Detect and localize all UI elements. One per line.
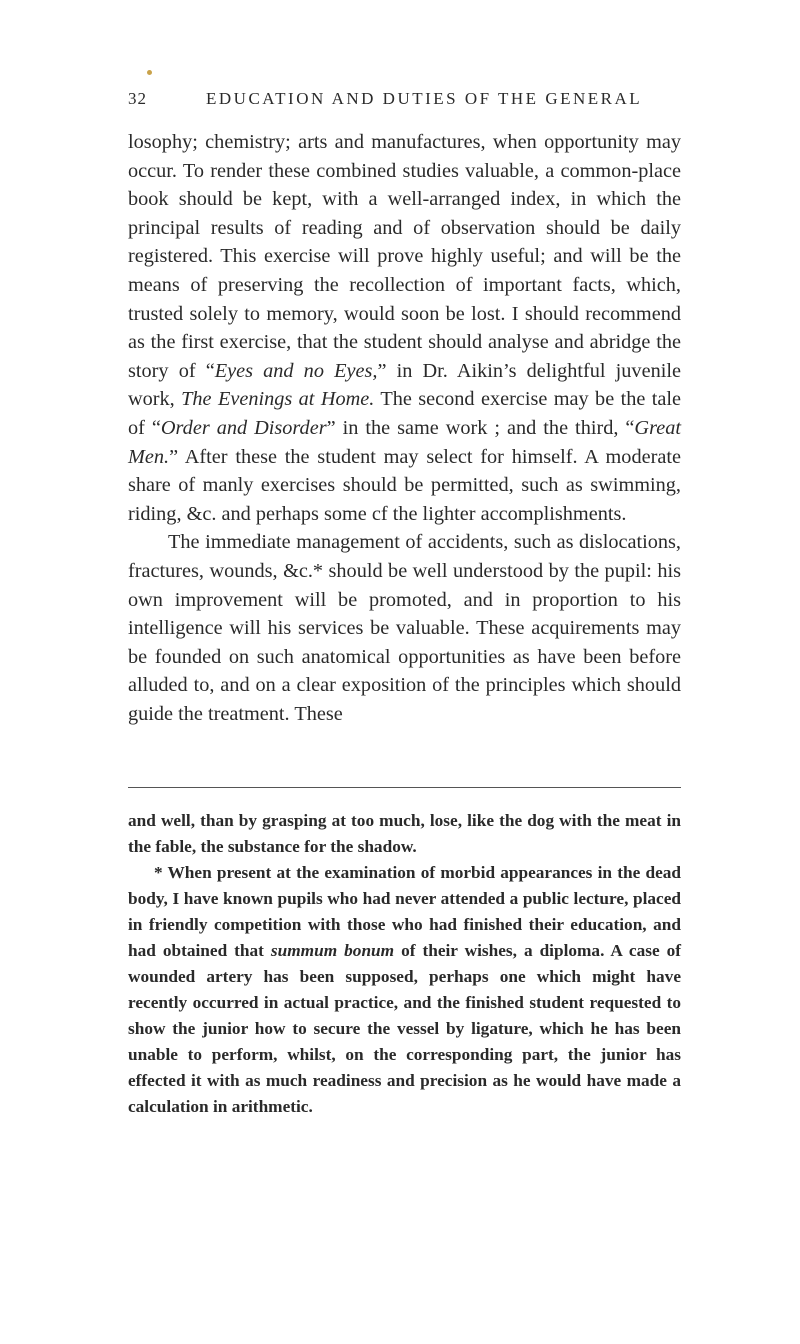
paragraph-1: losophy; chemistry; arts and manufactures, when opportunity may occur. To render these combined studies valuable, a common-place book should be kept, with a well-arranged index, in which the principal results of reading and of observation should be daily registered. This exercise will prove highly useful; and will be the means of preserving the recollection of important facts, which, trusted solely to memory, would soon be lost. I should recommend as the first exercise, that the student should analyse and abridge the story of “Eyes and no Eyes,” in Dr. Aikin’s delightful juvenile work, The Evenings at Home. The second exercise may be the tale of “Order and Disorder” in the same work ; and the third, “Great Men.” After these the student may select for himself. A moderate share of manly exercises should be permitted, such as swimming, riding, &c. and perhaps some cf the lighter accomplishments. <box>128 131 682 525</box>
footnotes <box>128 808 681 1120</box>
running-head: EDUCATION AND DUTIES OF THE GENERAL <box>206 89 643 108</box>
title-evenings-at-home: The Evenings at Home. <box>181 388 375 411</box>
footnote-divider <box>128 787 681 788</box>
title-order-and-disorder: Order and Disorder <box>160 416 327 439</box>
latin-phrase: summum bonum <box>270 941 395 960</box>
title-great-men: Great Men. <box>128 416 681 468</box>
page-number: 32 <box>128 89 147 108</box>
footnote-continued: and well, than by grasping at too much, lose, like the dog with the meat in the fable, the substance for the shadow. <box>128 811 681 856</box>
ink-dot <box>147 70 152 75</box>
title-eyes-and-no-eyes: Eyes and no Eyes, <box>214 359 378 382</box>
footnote-star: * When present at the examination of morbid appearances in the dead body, I have known pupils who had never attended a public lecture, placed in friendly competition with those who had finished their education, and had obtained that summum bonum of their wishes, a diploma. A case of wounded artery has been supposed, perhaps one which might have recently occurred in actual practice, and the finished student requested to show the junior how to secure the vessel by ligature, which he has been unable to perform, whilst, on the corresponding part, the junior has effected it with as much readiness and precision as he would have made a calculation in arithmetic. <box>128 863 681 1116</box>
paragraph-2: The immediate management of accidents, such as dislocations, fractures, wounds, &c.* should be well understood by the pupil: his own improvement will be promoted, and in proportion to his intelligence will his services be valuable. These acquirements may be founded on such anatomical opportunities as have been before alluded to, and on a clear exposition of the principles which should guide the treatment. These <box>128 531 681 725</box>
main-text <box>128 128 681 728</box>
